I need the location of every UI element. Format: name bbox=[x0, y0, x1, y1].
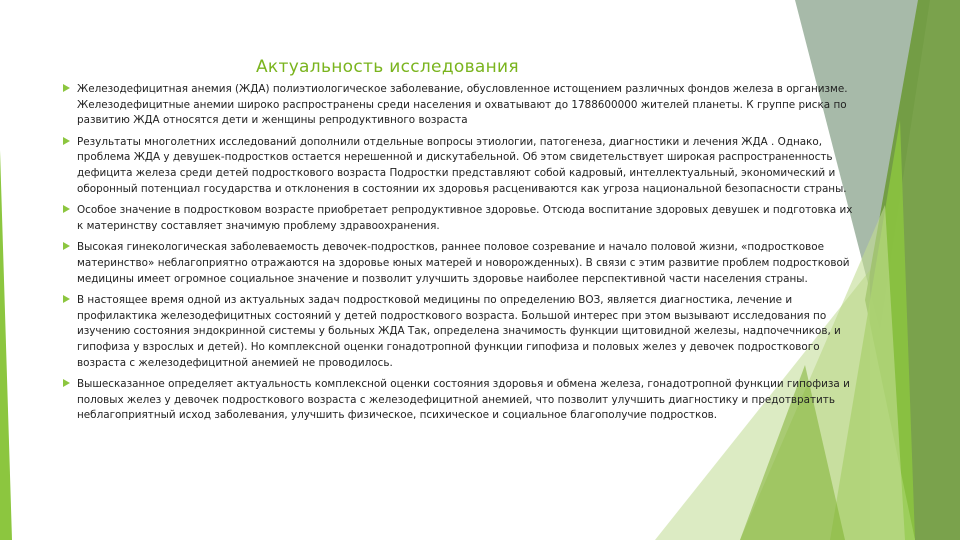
bullet-text: Особое значение в подростковом возрасте приобретает репродуктивное здоровье. Отсюда воспитание здоровых девушек и подготовка их к материнству составляет значимую проблему здравоохранения. bbox=[77, 204, 853, 232]
bullet-item bbox=[63, 293, 853, 371]
bullet-item bbox=[63, 135, 853, 197]
slide-title: Актуальность исследования bbox=[256, 57, 519, 77]
bullet-arrow-icon bbox=[63, 242, 70, 250]
bullet-text: Вышесказанное определяет актуальность комплексной оценки состояния здоровья и обмена железа, гонадотропной функции гипофиза и половых желез у девочек подросткового возраста с железодефицитной анемией, что позволит улучшить диагностику и предотвратить неблагоприятный исход заболевания, улучшить физическое, психическое и социальное благополучие подростков. bbox=[77, 378, 850, 422]
bullet-list bbox=[63, 82, 853, 430]
left-green-sliver bbox=[0, 150, 12, 540]
bullet-arrow-icon bbox=[63, 379, 70, 387]
bullet-item bbox=[63, 203, 853, 234]
bullet-text: Высокая гинекологическая заболеваемость девочек-подростков, раннее половое созревание и начало половой жизни, «подростковое материнство» неблагоприятно отражаются на здоровье юных матерей и новорожденных). В связи с этим развитие проблем подростковой медицины имеет огромное социальное значение и позволит улучшить здоровье наиболее перспективной части населения страны. bbox=[77, 241, 850, 285]
bullet-arrow-icon bbox=[63, 84, 70, 92]
bullet-text: Железодефицитная анемия (ЖДА) полиэтиологическое заболевание, обусловленное истощением различных фондов железа в организме. Железодефицитные анемии широко распространены среди населения и охватывают до 1788600000 жителей планеты. К группе риска по развитию ЖДА относятся дети и женщины репродуктивного возраста bbox=[77, 83, 848, 127]
bullet-item bbox=[63, 240, 853, 287]
bullet-arrow-icon bbox=[63, 295, 70, 303]
bullet-arrow-icon bbox=[63, 205, 70, 213]
bullet-item bbox=[63, 82, 853, 129]
bullet-arrow-icon bbox=[63, 137, 70, 145]
bullet-text: Результаты многолетних исследований дополнили отдельные вопросы этиологии, патогенеза, диагностики и лечения ЖДА . Однако, проблема ЖДА у девушек-подростков остается нерешенной и дискутабельной. Об этом свидетельствует широкая распространенность дефицита железа среди детей подросткового возраста Подростки представляют собой кадровый, интеллектуальный, экономический и оборонный потенциал государства и отклонения в состоянии их здоровья расцениваются как угроза национальной безопасности страны. bbox=[77, 135, 847, 195]
bullet-item bbox=[63, 377, 853, 424]
bullet-text: В настоящее время одной из актуальных задач подростковой медицины по определению ВОЗ, является диагностика, лечение и профилактика железодефицитных состояний у детей подросткового возраста. Большой интерес при этом вызывают исследования по изучению состояния эндокринной системы у больных ЖДА Так, определена значимость функции щитовидной железы, надпочечников, и гипофиза у взрослых и детей). Но комплексной оценки гонадотропной функции гипофиза и половых желез у девочек подросткового возраста с железодефицитной анемией не проводилось. bbox=[77, 294, 841, 369]
